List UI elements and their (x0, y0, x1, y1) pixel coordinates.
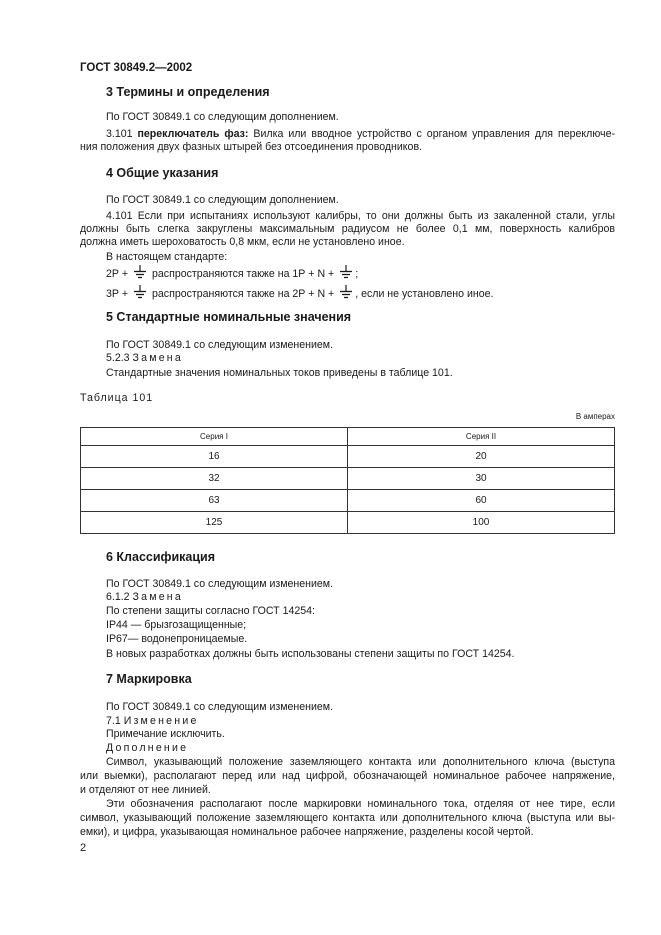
table-cell: 63 (81, 490, 348, 512)
section-7-note: Примечание исключить. (106, 728, 225, 740)
table-cell: 60 (348, 490, 615, 512)
section-7-intro: По ГОСТ 30849.1 со следующим изменением. (106, 701, 334, 713)
table-unit-note: В амперах (575, 412, 615, 421)
section-7-clause: 7.1 Изменение (106, 715, 199, 727)
table-row (81, 468, 615, 490)
section-4-in-this-standard: В настоящем стандарте: (106, 251, 228, 263)
section-5-text: Стандартные значения номинальных токов приведены в таблице 101. (106, 367, 453, 379)
section-5-heading: 5 Стандартные номинальные значения (106, 310, 352, 324)
section-7-para-b-line-1: Эти обозначения располагают после маркировки номинального тока, отделяя от нее тире, если (106, 798, 615, 810)
section-3-intro: По ГОСТ 30849.1 со следующим дополнением. (106, 111, 339, 123)
ground-icon (133, 265, 147, 279)
definition-number: 3.101 (106, 128, 133, 140)
section-4-para-line-2: должны быть слегка закруглены максимальным радиусом не более 0,1 мм, поверхность калибров (80, 223, 615, 235)
ground-icon (339, 265, 353, 279)
section-7-para-a-line-3: и отделяют от нее линией. (80, 784, 211, 796)
table-cell: 100 (348, 512, 615, 534)
section-6-line-2: IP44 — брызгозащищенные; (106, 619, 247, 631)
section-5-intro: По ГОСТ 30849.1 со следующим изменением. (106, 339, 334, 351)
section-6-heading: 6 Классификация (106, 550, 216, 564)
column-header: Серия I (81, 428, 348, 446)
ground-icon (133, 285, 147, 299)
definition-term: переключатель фаз: (137, 128, 249, 140)
section-4-intro: По ГОСТ 30849.1 со следующим дополнением. (106, 194, 339, 206)
definition-line-1 (80, 128, 615, 141)
table-cell: 16 (81, 446, 348, 468)
section-4-para-line-1: 4.101 Если при испытаниях используют калибры, то они должны быть из закаленной стали, углы (106, 210, 615, 222)
section-7-addition: Дополнение (106, 742, 189, 754)
section-7-heading: 7 Маркировка (106, 672, 192, 686)
ground-icon (339, 285, 353, 299)
section-3-heading: 3 Термины и определения (106, 85, 270, 99)
table-header-row (81, 428, 615, 446)
formula-line-1: 2Р + распространяются также на 1Р + N + ; (106, 265, 358, 281)
table-row (81, 490, 615, 512)
section-4-heading: 4 Общие указания (106, 166, 219, 180)
section-6-line-1: По степени защиты согласно ГОСТ 14254: (106, 605, 315, 617)
table-cell: 125 (81, 512, 348, 534)
section-7-para-b-line-2: символ, указывающий положение заземляющего контакта или дополнительного ключа (выступа или вы- (80, 812, 615, 824)
definition-line-2: ния положения двух фазных штырей без отсоединения проводников. (80, 141, 423, 153)
formula-line-2: 3Р + распространяются также на 2Р + N + , если не установлено иное. (106, 285, 493, 301)
section-6-clause: 6.1.2 Замена (106, 591, 183, 603)
table-caption: Таблица 101 (80, 392, 154, 404)
table-cell: 32 (81, 468, 348, 490)
definition-text: Вилка или вводное устройство с органом управления для переключе- (253, 128, 615, 140)
table-cell: 20 (348, 446, 615, 468)
section-7-para-b-line-3: емки), и цифра, указывающая номинальное рабочее напряжение, разделены косой чертой. (80, 826, 534, 838)
section-6-line-3: IP67— водонепроницаемые. (106, 633, 248, 645)
section-7-para-a-line-2: или выемки), располагают перед или над цифрой, обозначающей номинальное рабочее напряжение, (80, 770, 615, 782)
page-number: 2 (80, 842, 87, 854)
section-5-clause: 5.2.3 Замена (106, 352, 183, 364)
section-6-intro: По ГОСТ 30849.1 со следующим изменением. (106, 578, 334, 590)
section-4-para-line-3: должна иметь шероховатость 0,8 мкм, если не установлено иное. (80, 236, 405, 248)
current-ratings-table (80, 427, 615, 534)
table-row (81, 512, 615, 534)
section-7-para-a-line-1: Символ, указывающий положение заземляющего контакта или дополнительного ключа (выступа (106, 756, 615, 768)
table-cell: 30 (348, 468, 615, 490)
table-row (81, 446, 615, 468)
document-header: ГОСТ 30849.2—2002 (80, 62, 193, 74)
column-header: Серия II (348, 428, 615, 446)
section-6-line-4: В новых разработках должны быть использованы степени защиты по ГОСТ 14254. (106, 648, 515, 660)
